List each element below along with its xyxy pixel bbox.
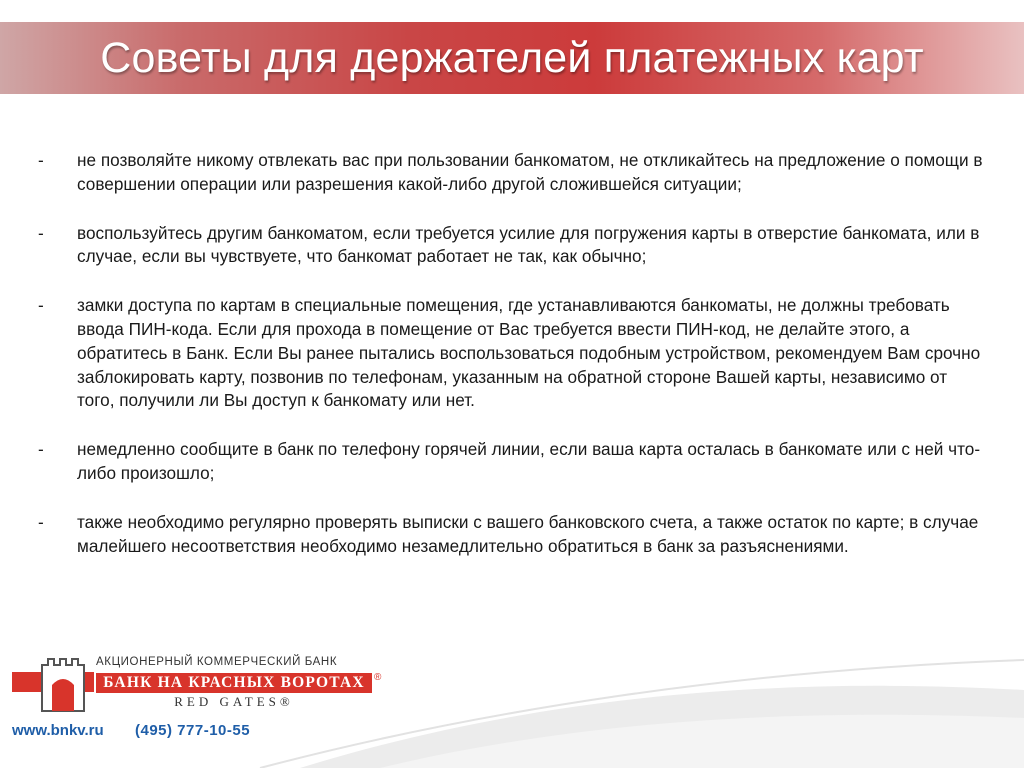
bullet-dash: - — [38, 439, 44, 460]
bullet-dash: - — [38, 222, 44, 243]
tip-text: воспользуйтесь другим банкоматом, если требуется усилие для погружения карты в отверстие банкомата, или в случае, если вы чувствуете, что банкомат работает не так, как обычно; — [77, 222, 980, 267]
logo-bank-name: БАНК НА КРАСНЫХ ВОРОТАХ — [96, 673, 372, 693]
slide-title: Советы для держателей платежных карт — [100, 34, 924, 82]
tip-text: не позволяйте никому отвлекать вас при пользовании банкоматом, не откликайтесь на предложение о помощи в совершении операции или разрешения какой-либо другой сложившейся ситуации; — [77, 150, 983, 194]
list-item — [38, 511, 988, 559]
list-item — [38, 294, 988, 413]
list-item — [38, 222, 988, 270]
tip-text: замки доступа по картам в специальные помещения, где устанавливаются банкоматы, не должны требовать ввода ПИН-кода. Если для прохода в помещение от Вас требуется ввести ПИН-код, не делайте этого, а обратитесь в Банк. Если Вы ранее пытались воспользоваться подобным устройством, рекомендуем Вам срочно заблокировать карту, позвонив по телефонам, указанным на обратной стороне Вашей карты, независимо от того, получили ли Вы доступ к банкомату или нет. — [77, 295, 981, 411]
list-item — [38, 438, 988, 486]
registered-mark: ® — [374, 672, 382, 683]
logo-subtitle: RED GATES® — [174, 694, 294, 709]
bullet-dash: - — [38, 295, 44, 316]
list-item — [38, 149, 988, 197]
tip-text: также необходимо регулярно проверять выписки с вашего банковского счета, а также остаток по карте; в случае малейшего несоответствия необходимо незамедлительно обратиться в банк за разъяснениями. — [77, 511, 979, 556]
phone-number: (495) 777-10-55 — [135, 722, 251, 739]
gate-tower-icon — [38, 655, 88, 713]
tips-list — [38, 149, 988, 583]
bullet-dash: - — [38, 150, 44, 170]
website-link[interactable]: www.bnkv.ru — [12, 722, 104, 739]
tip-text: немедленно сообщите в банк по телефону горячей линии, если ваша карта осталась в банкомате или с ней что-либо произошло; — [77, 439, 981, 483]
logo-top-line: АКЦИОНЕРНЫЙ КОММЕРЧЕСКИЙ БАНК — [96, 656, 338, 668]
bullet-dash: - — [38, 511, 44, 532]
